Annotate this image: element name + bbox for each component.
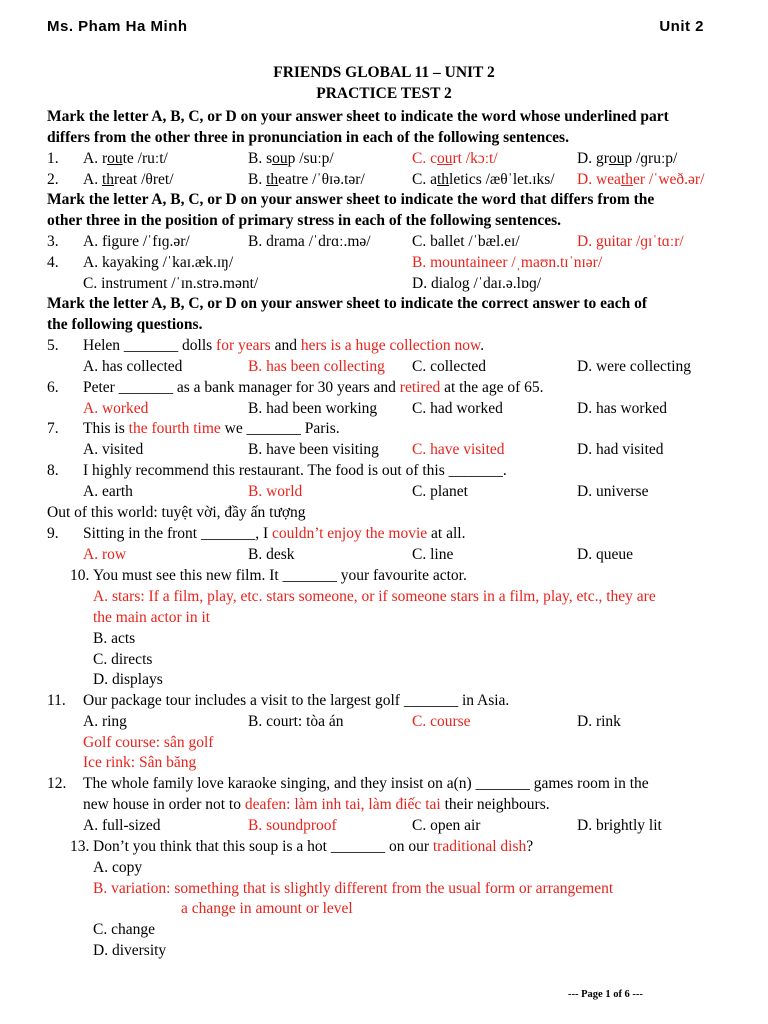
section-3-instruction: Mark the letter A, B, C, or D on your answer sheet to indicate the correct answer to each of bbox=[47, 295, 648, 312]
question-stem: Don’t you think that this soup is a hot _______ on our traditional dish? bbox=[93, 838, 534, 855]
question-number: 5. bbox=[47, 337, 59, 354]
option-d: D. has worked bbox=[577, 400, 667, 417]
page-footer: --- Page 1 of 6 --- bbox=[568, 989, 643, 1000]
option-b-correct: B. mountaineer /ˌmaʊn.tɪˈnɪər/ bbox=[412, 254, 603, 271]
option-b: B. soup /suːp/ bbox=[248, 150, 334, 167]
option-a: A. kayaking /ˈkaɪ.æk.ɪŋ/ bbox=[83, 254, 234, 271]
test-title: FRIENDS GLOBAL 11 – UNIT 2 bbox=[273, 64, 495, 81]
option-d: D. had visited bbox=[577, 441, 664, 458]
option-c-correct: C. court /kɔːt/ bbox=[412, 150, 498, 167]
option-d: D. universe bbox=[577, 483, 649, 500]
option-b-correct-cont: a change in amount or level bbox=[181, 900, 353, 917]
option-c: C. open air bbox=[412, 817, 481, 834]
option-d: D. group /ɡruːp/ bbox=[577, 150, 678, 167]
option-a: A. earth bbox=[83, 483, 133, 500]
question-stem: Sitting in the front _______, I couldn’t enjoy the movie at all. bbox=[83, 525, 466, 542]
question-number: 11. bbox=[47, 692, 66, 709]
option-a-correct: A. worked bbox=[83, 400, 149, 417]
option-c: C. ballet /ˈbæl.eɪ/ bbox=[412, 233, 520, 250]
option-d: D. displays bbox=[93, 671, 163, 688]
option-d: D. were collecting bbox=[577, 358, 692, 375]
section-3-instruction-cont: the following questions. bbox=[47, 316, 203, 333]
section-1-instruction: Mark the letter A, B, C, or D on your answer sheet to indicate the word whose underlined part bbox=[47, 108, 669, 125]
option-a: A. threat /θret/ bbox=[83, 171, 174, 188]
question-stem: Our package tour includes a visit to the largest golf _______ in Asia. bbox=[83, 692, 510, 709]
option-b: B. acts bbox=[93, 630, 136, 647]
option-b: B. court: tòa án bbox=[248, 713, 344, 730]
option-d: D. rink bbox=[577, 713, 621, 730]
option-c-correct: C. course bbox=[412, 713, 471, 730]
option-d: D. dialog /ˈdaɪ.ə.lɒɡ/ bbox=[412, 275, 542, 292]
option-a-correct: A. stars: If a film, play, etc. stars someone, or if someone stars in a film, play, etc., they are bbox=[93, 588, 656, 605]
question-8-note: Out of this world: tuyệt vời, đầy ấn tượng bbox=[47, 504, 306, 521]
option-a-correct: A. row bbox=[83, 546, 127, 563]
question-number: 7. bbox=[47, 420, 59, 437]
option-d: D. diversity bbox=[93, 942, 167, 959]
option-b: B. drama /ˈdrɑː.mə/ bbox=[248, 233, 371, 250]
question-number: 10. bbox=[70, 567, 90, 584]
option-b-correct: B. variation: something that is slightly different from the usual form or arrangement bbox=[93, 880, 614, 897]
option-c: C. line bbox=[412, 546, 454, 563]
option-c: C. directs bbox=[93, 651, 153, 668]
option-a: A. route /ruːt/ bbox=[83, 150, 168, 167]
question-number: 12. bbox=[47, 775, 67, 792]
question-stem: Peter _______ as a bank manager for 30 years and retired at the age of 65. bbox=[83, 379, 544, 396]
option-a: A. full-sized bbox=[83, 817, 161, 834]
option-c: C. instrument /ˈɪn.strə.mənt/ bbox=[83, 275, 259, 292]
question-stem: The whole family love karaoke singing, and they insist on a(n) _______ games room in the bbox=[83, 775, 649, 792]
option-a-correct-cont: the main actor in it bbox=[93, 609, 211, 626]
question-stem: This is the fourth time we _______ Paris. bbox=[83, 420, 340, 437]
section-2-instruction-cont: other three in the position of primary stress in each of the following sentences. bbox=[47, 212, 562, 229]
option-b-correct: B. world bbox=[248, 483, 303, 500]
question-number: 2. bbox=[47, 171, 59, 188]
option-b: B. theatre /ˈθɪə.tər/ bbox=[248, 171, 365, 188]
question-11-note-2: Ice rink: Sân băng bbox=[83, 754, 197, 771]
question-number: 1. bbox=[47, 150, 59, 167]
option-c: C. collected bbox=[412, 358, 487, 375]
option-c-correct: C. have visited bbox=[412, 441, 505, 458]
question-stem: I highly recommend this restaurant. The food is out of this _______. bbox=[83, 462, 507, 479]
option-a: A. copy bbox=[93, 859, 143, 876]
unit-label: Unit 2 bbox=[659, 18, 704, 35]
option-c: C. planet bbox=[412, 483, 468, 500]
option-d: D. queue bbox=[577, 546, 633, 563]
option-d-correct: D. weather /ˈweð.ər/ bbox=[577, 171, 705, 188]
question-number: 9. bbox=[47, 525, 59, 542]
section-2-instruction: Mark the letter A, B, C, or D on your answer sheet to indicate the word that differs from the bbox=[47, 191, 655, 208]
option-a: A. has collected bbox=[83, 358, 183, 375]
question-11-note-1: Golf course: sân golf bbox=[83, 734, 214, 751]
question-stem: You must see this new film. It _______ your favourite actor. bbox=[93, 567, 467, 584]
question-number: 4. bbox=[47, 254, 59, 271]
option-a: A. figure /ˈfɪɡ.ər/ bbox=[83, 233, 190, 250]
question-number: 13. bbox=[70, 838, 90, 855]
option-c: C. had worked bbox=[412, 400, 503, 417]
option-d: D. brightly lit bbox=[577, 817, 662, 834]
option-b: B. had been working bbox=[248, 400, 378, 417]
question-number: 3. bbox=[47, 233, 59, 250]
option-a: A. visited bbox=[83, 441, 144, 458]
question-stem-cont: new house in order not to deafen: làm inh tai, làm điếc tai their neighbours. bbox=[83, 796, 550, 813]
question-stem: Helen _______ dolls for years and hers is a huge collection now. bbox=[83, 337, 485, 354]
option-a: A. ring bbox=[83, 713, 127, 730]
option-b: B. desk bbox=[248, 546, 295, 563]
option-d-correct: D. guitar /ɡɪˈtɑːr/ bbox=[577, 233, 684, 250]
question-number: 8. bbox=[47, 462, 59, 479]
option-c: C. change bbox=[93, 921, 155, 938]
option-b-correct: B. soundproof bbox=[248, 817, 337, 834]
question-number: 6. bbox=[47, 379, 59, 396]
option-b-correct: B. has been collecting bbox=[248, 358, 385, 375]
teacher-name: Ms. Pham Ha Minh bbox=[47, 18, 188, 35]
test-subtitle: PRACTICE TEST 2 bbox=[316, 85, 452, 102]
section-1-instruction-cont: differs from the other three in pronunciation in each of the following sentences. bbox=[47, 129, 569, 146]
option-c: C. athletics /æθˈlet.ɪks/ bbox=[412, 171, 555, 188]
option-b: B. have been visiting bbox=[248, 441, 379, 458]
